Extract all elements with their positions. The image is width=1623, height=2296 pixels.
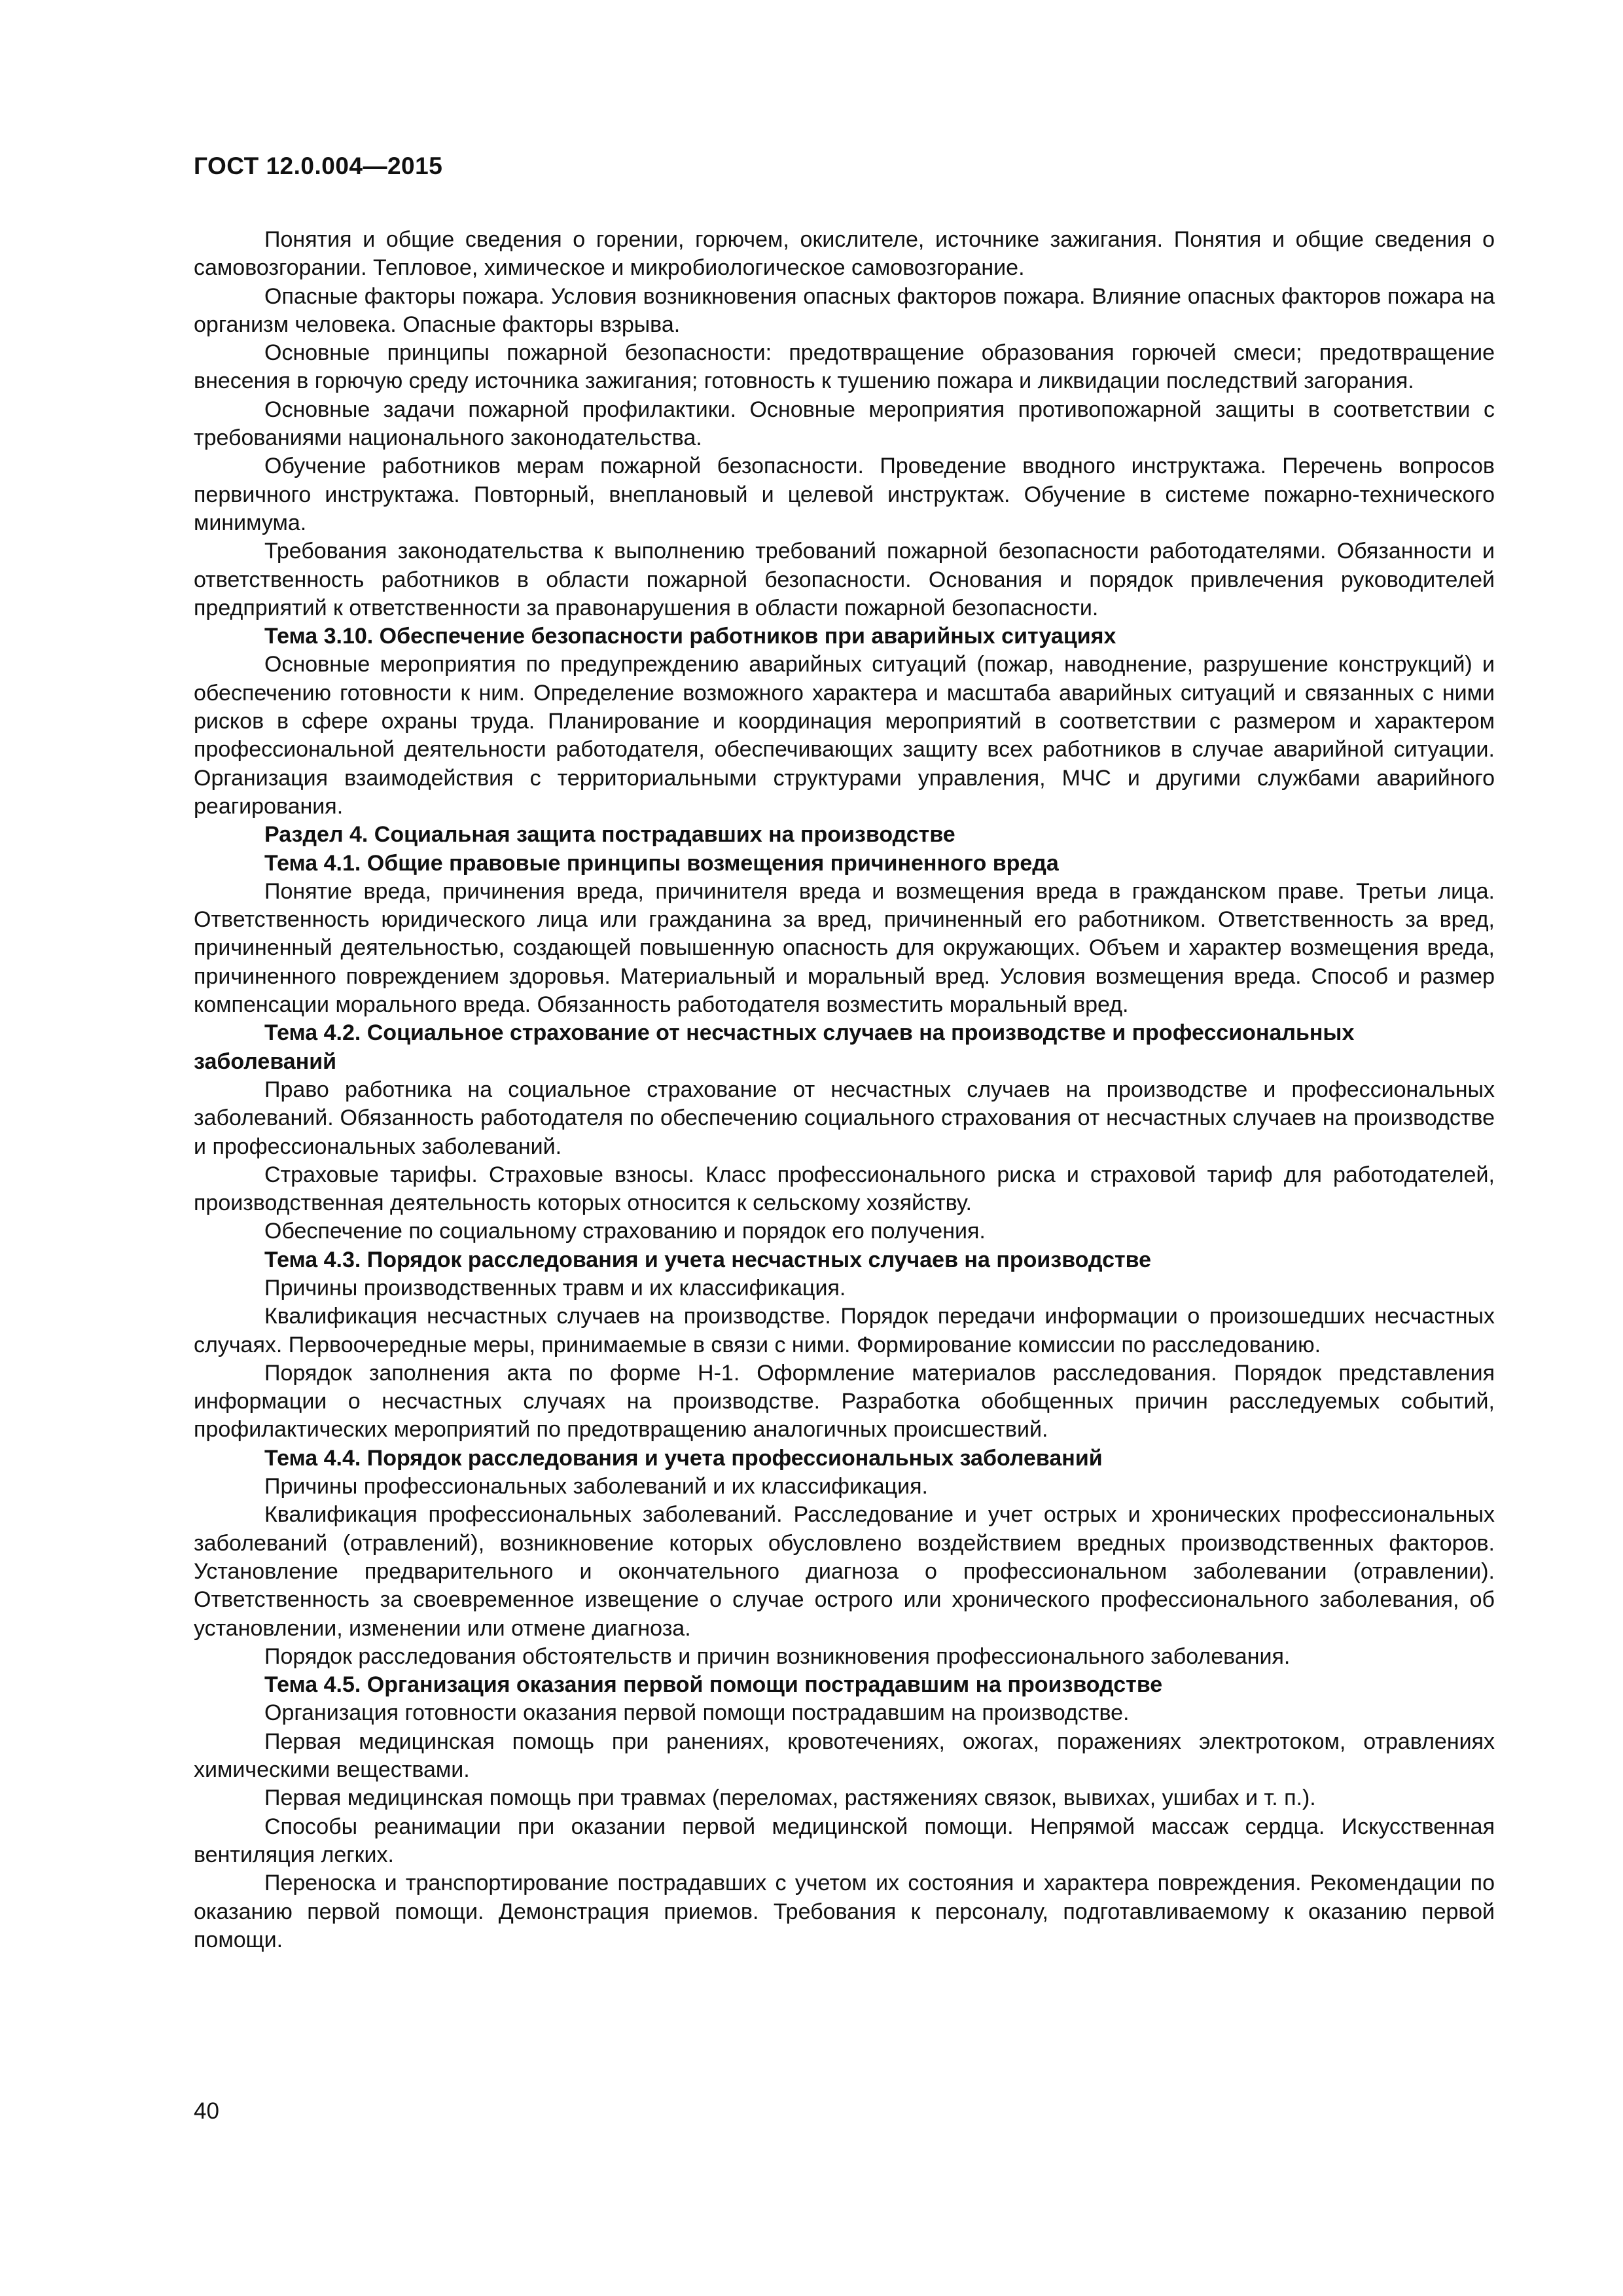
document-body	[194, 226, 1495, 1954]
page-number: 40	[194, 2098, 219, 2124]
body-paragraph: Понятие вреда, причинения вреда, причинителя вреда и возмещения вреда в гражданском праве. Третьи лица. Ответственность юридического лица или гражданина за вред, причиненный его работником. Ответственность за вред, причиненный деятельностью, создающей повышенную опасность для окружающих. Объем и характер возмещения вреда, причиненного повреждением здоровья. Материальный и моральный вред. Условия возмещения вреда. Способ и размер компенсации морального вреда. Обязанность работодателя возместить моральный вред.	[194, 878, 1495, 1018]
body-paragraph: Квалификация профессиональных заболеваний. Расследование и учет острых и хронических профессиональных заболеваний (отравлений), возникновение которых обусловлено воздействием вредных производственных факторов. Установление предварительного и окончательного диагноза о профессиональном заболевании (отравлении). Ответственность за своевременное извещение о случае острого или хронического профессионального заболевания, об установлении, изменении или отмене диагноза.	[194, 1502, 1495, 1641]
body-paragraph: Обучение работников мерам пожарной безопасности. Проведение вводного инструктажа. Перечень вопросов первичного инструктажа. Повторный, внеплановый и целевой инструктаж. Обучение в системе пожарно-технического минимума.	[194, 454, 1495, 535]
body-paragraph: Основные мероприятия по предупреждению аварийных ситуаций (пожар, наводнение, разрушение конструкций) и обеспечению готовности к ним. Определение возможного характера и масштаба аварийных ситуаций и связанных с ними рисков в сфере охраны труда. Планирование и координация мероприятий в соответствии с размером и характером профессиональной деятельности работодателя, обеспечивающих защиту всех работников в случае аварийной ситуации. Организация взаимодействия с территориальными структурами управления, МЧС и другими службами аварийного реагирования.	[194, 652, 1495, 819]
body-paragraph: Обеспечение по социальному страхованию и порядок его получения.	[264, 1219, 986, 1244]
body-paragraph: Страховые тарифы. Страховые взносы. Класс профессионального риска и страховой тариф для работодателей, производственная деятельность которых относится к сельскому хозяйству.	[194, 1162, 1495, 1216]
section-heading: Тема 4.1. Общие правовые принципы возмещения причиненного вреда	[264, 850, 1059, 876]
section-heading: Тема 4.3. Порядок расследования и учета несчастных случаев на производстве	[264, 1247, 1152, 1272]
body-paragraph: Основные принципы пожарной безопасности: предотвращение образования горючей смеси; предотвращение внесения в горючую среду источника зажигания; готовность к тушению пожара и ликвидации последствий загорания.	[194, 340, 1495, 394]
body-paragraph: Порядок расследования обстоятельств и причин возникновения профессионального заболевания.	[264, 1643, 1291, 1669]
section-heading: Тема 4.2. Социальное страхование от несчастных случаев на производстве и профессиональных заболеваний	[194, 1020, 1355, 1074]
section-heading: Раздел 4. Социальная защита пострадавших на производстве	[264, 822, 955, 848]
standard-header: ГОСТ 12.0.004—2015	[194, 152, 443, 179]
body-paragraph: Причины производственных травм и их классификация.	[264, 1275, 846, 1300]
body-paragraph: Квалификация несчастных случаев на производстве. Порядок передачи информации о произошедших несчастных случаях. Первоочередные меры, принимаемые в связи с ними. Формирование комиссии по расследованию.	[194, 1304, 1495, 1357]
body-paragraph: Право работника на социальное страхование от несчастных случаев на производстве и профессиональных заболеваний. Обязанность работодателя по обеспечению социального страхования от несчастных случаев на производстве и профессиональных заболеваний.	[194, 1077, 1495, 1159]
body-paragraph: Первая медицинская помощь при травмах (переломах, растяжениях связок, вывихах, ушибах и т. п.).	[264, 1785, 1316, 1811]
body-paragraph: Основные задачи пожарной профилактики. Основные мероприятия противопожарной защиты в соответствии с требованиями национального законодательства.	[194, 397, 1495, 451]
body-paragraph: Переноска и транспортирование пострадавших с учетом их состояния и характера повреждения. Рекомендации по оказанию первой помощи. Демонстрация приемов. Требования к персоналу, подготавливаемому к оказанию первой помощи.	[194, 1871, 1495, 1952]
section-heading: Тема 4.4. Порядок расследования и учета профессиональных заболеваний	[264, 1445, 1103, 1471]
body-paragraph: Способы реанимации при оказании первой медицинской помощи. Непрямой массаж сердца. Искусственная вентиляция легких.	[194, 1814, 1495, 1867]
section-heading: Тема 3.10. Обеспечение безопасности работников при аварийных ситуациях	[264, 624, 1116, 649]
body-paragraph: Первая медицинская помощь при ранениях, кровотечениях, ожогах, поражениях электротоком, отравлениях химическими веществами.	[194, 1729, 1495, 1783]
body-paragraph: Опасные факторы пожара. Условия возникновения опасных факторов пожара. Влияние опасных факторов пожара на организм человека. Опасные факторы взрыва.	[194, 283, 1495, 337]
body-paragraph: Организация готовности оказания первой помощи пострадавшим на производстве.	[264, 1700, 1130, 1726]
body-paragraph: Понятия и общие сведения о горении, горючем, окислителе, источнике зажигания. Понятия и общие сведения о самовозгорании. Тепловое, химическое и микробиологическое самовозгорание.	[194, 227, 1495, 281]
body-paragraph: Причины профессиональных заболеваний и их классификация.	[264, 1474, 928, 1499]
section-heading: Тема 4.5. Организация оказания первой помощи пострадавшим на производстве	[264, 1672, 1163, 1698]
body-paragraph: Требования законодательства к выполнению требований пожарной безопасности работодателями. Обязанности и ответственность работников в области пожарной безопасности. Основания и порядок привлечения руководителей предприятий к ответственности за правонарушения в области пожарной безопасности.	[194, 539, 1495, 620]
body-paragraph: Порядок заполнения акта по форме Н-1. Оформление материалов расследования. Порядок представления информации о несчастных случаях на производстве. Разработка обобщенных причин расследуемых событий, профилактических мероприятий по предотвращению аналогичных происшествий.	[194, 1360, 1495, 1443]
